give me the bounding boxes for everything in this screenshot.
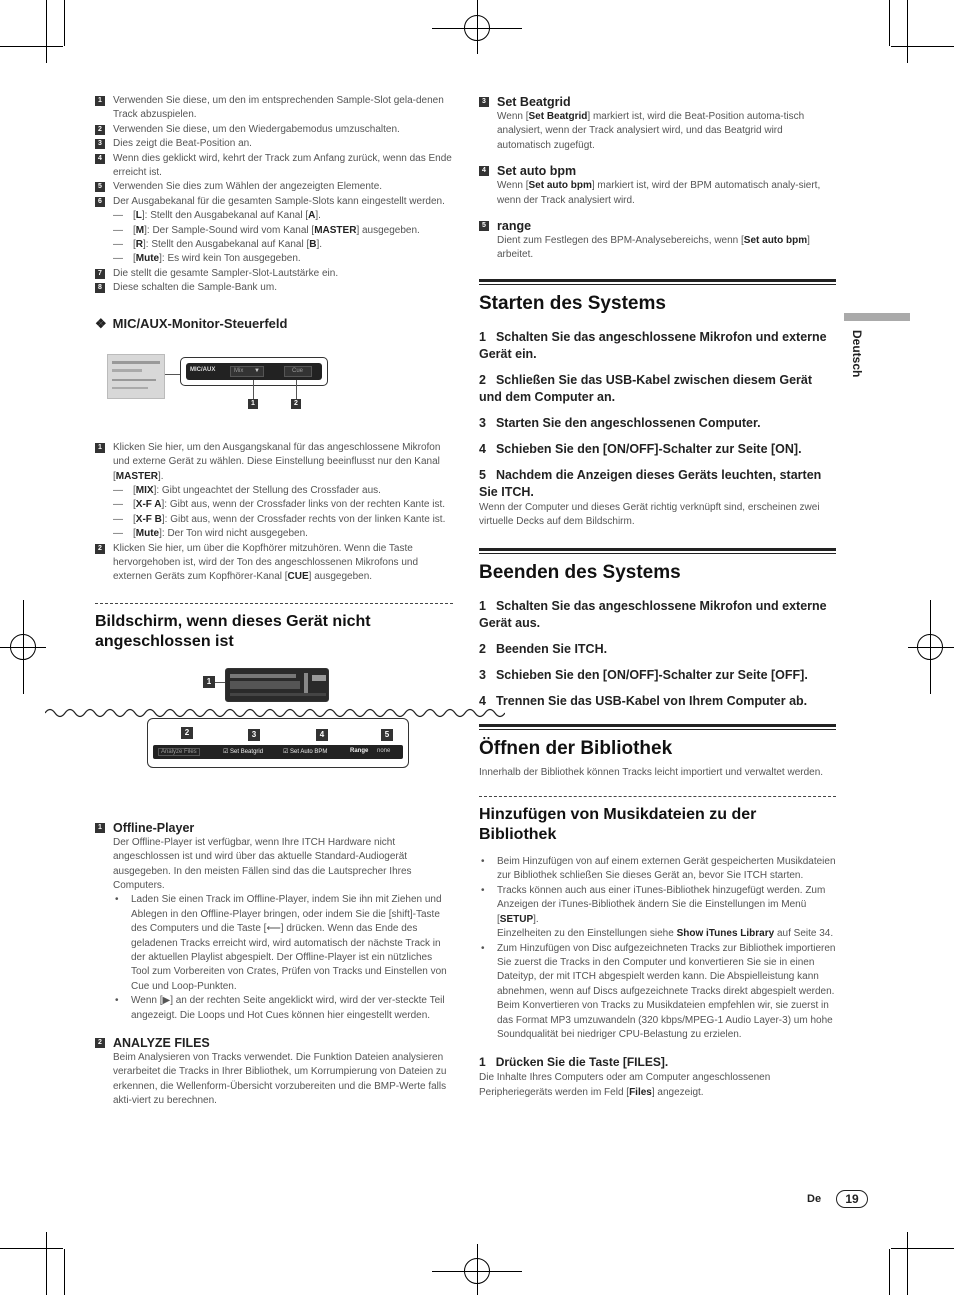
- list-item: 3 Dies zeigt die Beat-Position an.: [95, 137, 453, 151]
- list-item: • Tracks können auch aus einer iTunes-Bibliothek hinzugefügt werden. Zum Anzeigen der iTunes-Bibliothek ändern Sie die Einstellungen im Menü [SETUP]. Einzelheiten zu den Einstellungen siehe Show iTunes Library auf Seite 34.: [479, 884, 836, 942]
- mic-output-options: [95, 484, 453, 542]
- number-badge: 8: [95, 283, 105, 293]
- page-number: 19: [836, 1190, 868, 1208]
- item-heading: 3 Set Beatgrid: [479, 94, 836, 110]
- screen-heading: Bildschirm, wenn dieses Gerät nicht angeschlossen ist: [95, 612, 371, 650]
- step-item: 1 Schalten Sie das angeschlossene Mikrofon und externe Gerät aus.: [479, 598, 827, 630]
- mic-list-item-2: 2 Klicken Sie hier, um über die Kopfhörer mitzuhören. Wenn die Taste hervorgehoben ist, wird der Ton des angeschlossenen Mikrofons und externen Geräts zum Kopfhörer-Kanal [CUE] ausgegeben.: [95, 542, 453, 585]
- option-item: — [R]: Stellt den Ausgabekanal auf Kanal [B].: [95, 238, 453, 252]
- language-tab: [844, 313, 910, 321]
- number-badge: 1: [95, 96, 105, 106]
- sampler-list-tail: [95, 267, 453, 296]
- left-column: [95, 94, 453, 1109]
- callout-3: 3: [248, 729, 260, 741]
- step-item: 3 Starten Sie den angeschlossenen Computer.: [479, 415, 761, 430]
- offline-toolbar-callout: [147, 718, 409, 768]
- number-badge: 3: [479, 97, 489, 107]
- item-body: Wenn [Set auto bpm] markiert ist, wird der BPM automatisch analy-siert, wenn der Track analysiert wird.: [497, 180, 821, 206]
- offline-player-thumbnail: [225, 668, 329, 702]
- section-divider: [95, 603, 453, 604]
- output-channel-options: [95, 209, 453, 267]
- crop-mark: [64, 0, 65, 46]
- crop-mark: [46, 1232, 47, 1295]
- toolbar-item: [479, 218, 836, 263]
- crop-mark: [64, 1249, 65, 1295]
- toolbar-items: [479, 94, 836, 263]
- offline-toolbar: Analyze Files ☑ Set Beatgrid ☑ Set Auto BPM Range none: [153, 745, 403, 759]
- crop-mark: [889, 0, 890, 46]
- add-music-bullets: [479, 855, 836, 1042]
- dropdown-arrow-icon: ▼: [254, 367, 260, 374]
- step-item: 1 Schalten Sie das angeschlossene Mikrofon und externe Gerät ein.: [479, 329, 827, 361]
- number-badge: 3: [95, 139, 105, 149]
- callout-5: 5: [381, 729, 393, 741]
- cue-button[interactable]: Cue: [284, 366, 312, 377]
- toolbar-item: [479, 163, 836, 208]
- crop-mark: [891, 46, 954, 47]
- crop-mark: [46, 0, 47, 63]
- list-item: • Beim Hinzufügen von auf einem externen Gerät gespeicherten Musikdateien zur Bibliothek schließen Sie dieses Gerät an, bevor Sie ITCH starten.: [479, 855, 836, 884]
- step-item: 5 Nachdem die Anzeigen dieses Geräts leuchten, starten Sie ITCH.: [479, 467, 822, 499]
- item-heading: 4 Set auto bpm: [479, 163, 836, 179]
- callout-4: 4: [316, 729, 328, 741]
- number-badge: 4: [95, 154, 105, 164]
- callout-2: 2: [291, 399, 301, 409]
- crop-mark: [0, 647, 46, 648]
- list-item: 1 Verwenden Sie diese, um den im entsprechenden Sample-Slot gela-denen Track abzuspielen.: [95, 94, 453, 123]
- language-label: Deutsch: [850, 330, 864, 378]
- item-body: Dient zum Festlegen des BPM-Analysebereichs, wenn [Set auto bpm] arbeitet.: [497, 235, 810, 261]
- step-item: 4 Trennen Sie das USB-Kabel von Ihrem Computer ab.: [479, 693, 808, 708]
- crop-mark: [477, 1244, 478, 1295]
- list-item: 2 Verwenden Sie diese, um den Wiedergabemodus umzuschalten.: [95, 123, 453, 137]
- callout-2: 2: [181, 727, 193, 739]
- offline-player-item: 1 Offline-Player Der Offline-Player ist verfügbar, wenn Ihre ITCH Hardware nicht angeschlossen ist und wird über das aktuelle Standard-Audiogerät ausgegeben. In den meisten Fällen sind das die Lautsprecher Ihres Computers. • Laden Sie einen Track im Offline-Player, indem Sie ihn mit Ziehen und Ablegen in den Offline-Player bringen, oder indem Sie die [shift]-Taste des Computers und die Taste [⟵] drücken. Wenn das Ende des geladenen Tracks erreicht wird, wird automatisch der nächste Track in der aktuellen Playlist abgespielt. Der Offline-Player ist ein nützliches Tool zum Vorbereiten von Crates, Prüfen von Tracks und Einstellen von Cue und Loop-Punkten. • Wenn [▶] an der rechten Seite angeklickt wird, wird der ver-steckte Teil angezeigt. Die Loops und Hot Cues können hier eingestellt werden.: [95, 820, 453, 1023]
- item-body: Wenn [Set Beatgrid] markiert ist, wird die Beat-Position automa-tisch analysiert, wenn der Track analysiert wird, und das Beatgrid wird automatisch zugefügt.: [497, 111, 805, 151]
- crop-mark: [432, 1271, 522, 1272]
- number-badge: 6: [95, 197, 105, 207]
- footer-lang: De: [807, 1193, 822, 1205]
- library-title: Öffnen der Bibliothek: [479, 737, 673, 759]
- crop-mark: [891, 1248, 954, 1249]
- crop-mark: [0, 1248, 63, 1249]
- number-badge: 5: [95, 182, 105, 192]
- list-item: • Zum Hinzufügen von Disc aufgezeichneten Tracks zur Bibliothek importieren Sie zuerst die Tracks in den Computer und konvertieren Sie sie in einen Dateityp, der mit ITCH abgespielt werden kann. Die Abspielleistung kann abnehmen, wenn auf Discs aufgezeichnete Tracks direkt abgespielt werden. Beim Konvertieren von Tracks zu Musikdateien empfehlen wir, sie zuerst in das Format MP3 umzuwandeln (320 kbps/MPEG-1 Audio Layer-3) um hohe Soundqualität bei niedriger CPU-Belastung zu erzielen.: [479, 942, 836, 1043]
- list-item: 4 Wenn dies geklickt wird, kehrt der Track zum Anfang zurück, wenn das Ende erreicht ist.: [95, 152, 453, 181]
- add-music-heading: Hinzufügen von Musikdateien zu der Bibliothek: [479, 806, 757, 844]
- step-item: 2 Schließen Sie das USB-Kabel zwischen diesem Gerät und dem Computer an.: [479, 372, 813, 404]
- list-item: 5 Verwenden Sie dies zum Wählen der angezeigten Elemente.: [95, 180, 453, 194]
- start-note: Wenn der Computer und dieses Gerät richtig verknüpft sind, erscheinen zwei virtuelle Decks auf dem Bildschirm.: [479, 501, 820, 528]
- stop-steps: [479, 598, 836, 710]
- list-item: 6 Der Ausgabekanal für die gesamten Sample-Slots kann eingestellt werden.: [95, 195, 453, 209]
- mic-aux-figure: [95, 342, 453, 437]
- stop-title: Beenden des Systems: [479, 561, 681, 583]
- library-intro: Innerhalb der Bibliothek können Tracks leicht importiert und verwaltet werden.: [479, 766, 824, 778]
- mic-aux-callout: [180, 357, 328, 386]
- item-heading: 5 range: [479, 218, 836, 234]
- toolbar-item: [479, 94, 836, 153]
- start-steps: [479, 329, 836, 501]
- callout-1: 1: [248, 399, 258, 409]
- option-item: — [X-F B]: Gibt aus, wenn der Crossfader rechts von der linken Kante ist.: [95, 513, 453, 527]
- crop-mark: [908, 647, 954, 648]
- set-beatgrid-checkbox[interactable]: ☑ Set Beatgrid: [223, 748, 264, 755]
- option-item: — [MIX]: Gibt ungeachtet der Stellung des Crossfader aus.: [95, 484, 453, 498]
- number-badge: 5: [479, 221, 489, 231]
- step-item: 2 Beenden Sie ITCH.: [479, 641, 608, 656]
- crop-mark: [907, 1232, 908, 1295]
- offline-screen-figure: [95, 660, 453, 820]
- mic-aux-panel: MIC/AUX Mix ▼ Cue: [186, 363, 322, 380]
- mixer-thumbnail: [107, 354, 165, 399]
- number-badge: 4: [479, 166, 489, 176]
- mic-heading: ❖ MIC/AUX-Monitor-Steuerfeld: [95, 315, 288, 331]
- option-item: — [L]: Stellt den Ausgabekanal auf Kanal [A].: [95, 209, 453, 223]
- crop-mark: [432, 28, 522, 29]
- number-badge: 2: [95, 125, 105, 135]
- option-item: — [Mute]: Der Ton wird nicht ausgegeben.: [95, 527, 453, 541]
- number-badge: 7: [95, 269, 105, 279]
- cross-reference-link[interactable]: Show iTunes Library: [676, 928, 775, 940]
- step-item: 3 Schieben Sie den [ON/OFF]-Schalter zur Seite [OFF].: [479, 667, 808, 682]
- option-item: — [M]: Der Sample-Sound wird vom Kanal [MASTER] ausgegeben.: [95, 224, 453, 238]
- output-channel-select[interactable]: Mix ▼: [230, 366, 264, 377]
- mic-list: [95, 441, 453, 585]
- right-column: [479, 94, 836, 1100]
- step-item: 4 Schieben Sie den [ON/OFF]-Schalter zur Seite [ON].: [479, 441, 802, 456]
- files-note: Die Inhalte Ihres Computers oder am Computer angeschlossenen Peripheriegeräts werden im Feld [Files] angezeigt.: [479, 1072, 771, 1098]
- option-item: — [Mute]: Es wird kein Ton ausgegeben.: [95, 252, 453, 266]
- start-title: Starten des Systems: [479, 292, 666, 314]
- section-divider: [479, 796, 836, 797]
- analyze-files-item: 2 ANALYZE FILES Beim Analysieren von Tracks verwendet. Die Funktion Dateien analysieren verarbeitet die Tracks in Ihrer Bibliothek, um Korrumpierung von Dateien zu erkennen, die Wellenform-Übersicht vorzubereiten und die BMP-Werte falls akti-viert zu berechnen.: [95, 1035, 453, 1109]
- crop-mark: [907, 0, 908, 63]
- crop-mark: [477, 0, 478, 54]
- sampler-list: [95, 94, 453, 209]
- option-item: — [X-F A]: Gibt aus, wenn der Crossfader links von der rechten Kante ist.: [95, 498, 453, 512]
- set-auto-bpm-checkbox[interactable]: ☑ Set Auto BPM: [283, 748, 328, 755]
- files-step: 1 Drücken Sie die Taste [FILES].: [479, 1055, 669, 1070]
- list-item: 8 Diese schalten die Sample-Bank um.: [95, 281, 453, 295]
- analyze-files-button[interactable]: Analyze Files: [158, 748, 200, 756]
- list-item: 7 Die stellt die gesamte Sampler-Slot-Lautstärke ein.: [95, 267, 453, 281]
- mic-list-item-1: 1 Klicken Sie hier, um den Ausgangskanal für das angeschlossene Mikrofon und externe Gerät zu wählen. Diese Einstellung beeinflusst nur den Kanal [MASTER].: [95, 441, 453, 484]
- range-select[interactable]: none: [377, 747, 391, 754]
- crop-mark: [889, 1249, 890, 1295]
- callout-1: 1: [203, 676, 215, 688]
- crop-mark: [0, 46, 63, 47]
